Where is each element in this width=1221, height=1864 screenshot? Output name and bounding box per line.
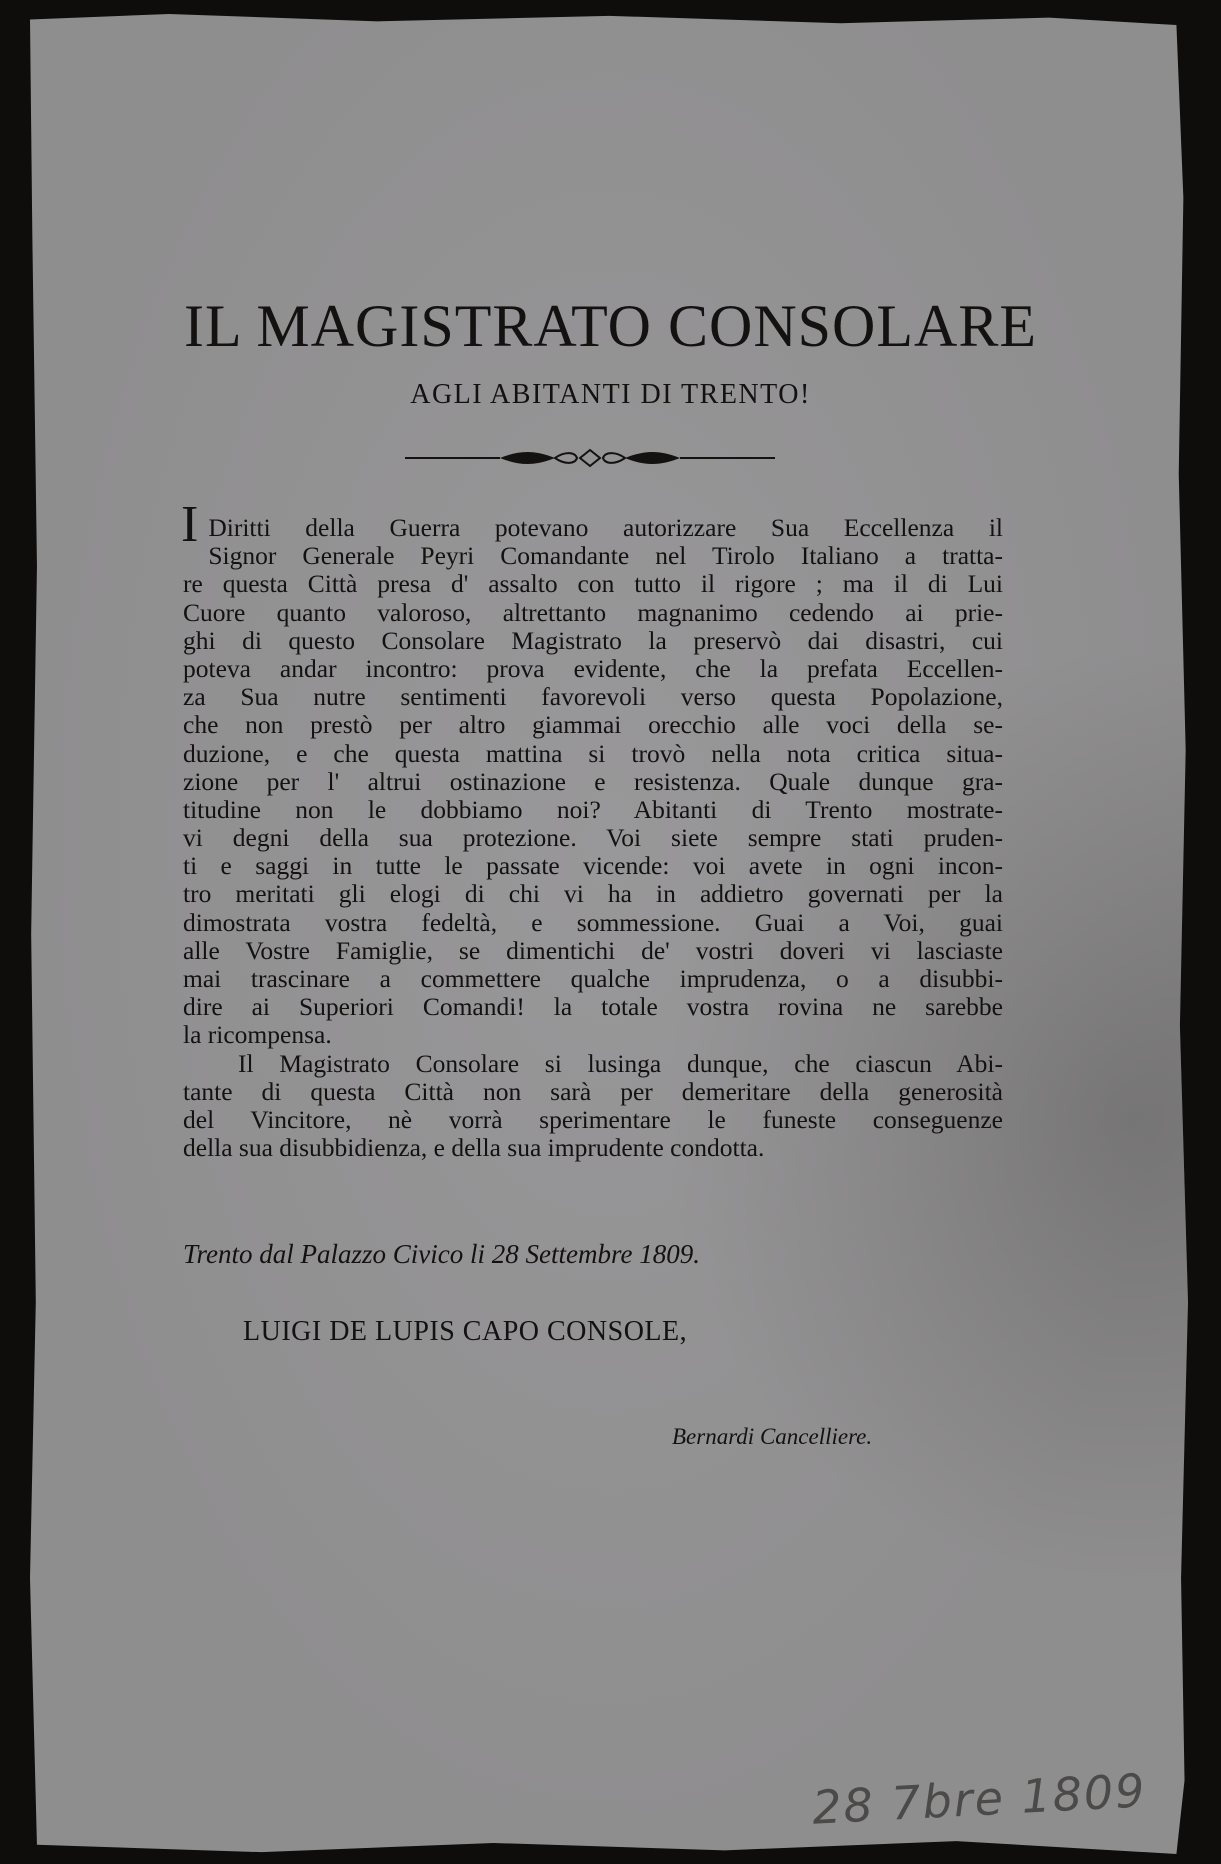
text-line: titudine non le dobbiamo noi? Abitanti di Trento mostrate-: [183, 794, 1003, 824]
text-line: ti e saggi in tutte le passate vicende: voi avete in ogni incon-: [183, 851, 1003, 881]
handwritten-date-note: 28 7bre 1809: [810, 1763, 1148, 1835]
text-line: mai trascinare a commettere qualche imprudenza, o a disubbi-: [183, 964, 1003, 993]
text-line: della sua disubbidienza, e della sua imprudente condotta.: [183, 1133, 765, 1163]
drop-capital: I: [181, 496, 199, 553]
text-line: Il Magistrato Consolare si lusinga dunque, che ciascun Abi-: [238, 1048, 1003, 1078]
text-line: tante di questa Città non sarà per demeritare della generosità: [183, 1076, 1003, 1106]
proclamation-body: [181, 496, 1003, 1163]
text-line: che non prestò per altro giammai orecchio alle voci della se-: [183, 710, 1003, 740]
text-line: alle Vostre Famiglie, se dimentichi de' vostri doveri vi lasciaste: [183, 935, 1003, 965]
signature-consul: LUIGI DE LUPIS CAPO CONSOLE,: [243, 1316, 688, 1347]
text-line: zione per l' altrui ostinazione e resistenza. Quale dunque gra-: [183, 766, 1003, 796]
document-title: IL MAGISTRATO CONSOLARE: [183, 293, 1038, 359]
text-line: vi degni della sua protezione. Voi siete sempre stati pruden-: [183, 823, 1003, 853]
text-line: Signor Generale Peyri Comandante nel Tirolo Italiano a tratta-: [208, 541, 1003, 571]
text-line: ghi di questo Consolare Magistrato la preservò dai disastri, cui: [183, 625, 1003, 655]
signature-chancellor: Bernardi Cancelliere.: [672, 1424, 873, 1449]
text-line: re questa Città presa d' assalto con tutto il rigore ; ma il di Lui: [183, 569, 1003, 599]
text-line: za Sua nutre sentimenti favorevoli verso questa Popolazione,: [183, 682, 1003, 712]
document-subtitle: AGLI ABITANTI DI TRENTO!: [410, 379, 811, 410]
ornament-divider: [405, 446, 775, 470]
text-line: del Vincitore, nè vorrà sperimentare le funeste conseguenze: [183, 1104, 1003, 1134]
text-line: dire ai Superiori Comandi! la totale vostra rovina ne sarebbe: [183, 992, 1003, 1022]
text-line: la ricompensa.: [183, 1020, 332, 1050]
text-line: dimostrata vostra fedeltà, e sommessione. Guai a Voi, guai: [183, 907, 1003, 937]
text-line: I Diritti della Guerra potevano autorizzare Sua Eccellenza il: [181, 496, 1003, 553]
dateline: Trento dal Palazzo Civico li 28 Settembre 1809.: [183, 1239, 700, 1269]
text-line: duzione, e che questa mattina si trovò nella nota critica situa-: [183, 738, 1003, 768]
text-line: tro meritati gli elogi di chi vi ha in addietro governati per la: [183, 879, 1003, 909]
text-line: Cuore quanto valoroso, altrettanto magnanimo cedendo ai prie-: [183, 597, 1003, 627]
text-line: poteva andar incontro: prova evidente, che la prefata Eccellen-: [183, 653, 1003, 683]
